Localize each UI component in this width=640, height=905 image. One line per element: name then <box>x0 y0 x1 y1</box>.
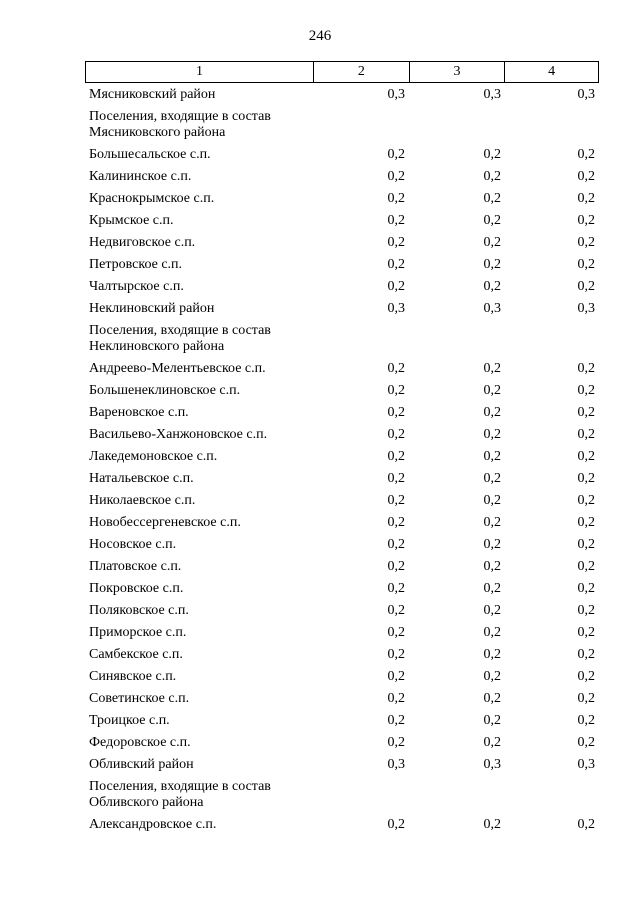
table-row <box>85 403 599 425</box>
table-row <box>85 733 599 755</box>
row-value-col-2: 0,2 <box>387 191 405 206</box>
row-value-col-3: 0,2 <box>483 713 501 728</box>
row-name: Платовское с.п. <box>89 559 182 574</box>
row-value-col-2 <box>313 777 409 779</box>
row-name: Поселения, входящие в состав Неклиновского района <box>89 323 271 354</box>
row-value-col-3: 0,2 <box>483 169 501 184</box>
table-row <box>85 233 599 255</box>
row-value-col-2: 0,2 <box>387 559 405 574</box>
row-value-col-2: 0,2 <box>387 515 405 530</box>
row-value-col-2: 0,3 <box>387 301 405 316</box>
row-value-col-4: 0,2 <box>577 713 595 728</box>
row-value-col-3: 0,2 <box>483 735 501 750</box>
row-value-col-2: 0,2 <box>387 581 405 596</box>
header-col-2: 2 <box>313 62 409 82</box>
row-value-col-2: 0,2 <box>387 213 405 228</box>
table-row <box>85 623 599 645</box>
row-value-col-4: 0,2 <box>577 625 595 640</box>
row-value-col-2: 0,2 <box>387 537 405 552</box>
table-row <box>85 189 599 211</box>
row-value-col-3: 0,3 <box>483 757 501 772</box>
row-value-col-4: 0,2 <box>577 559 595 574</box>
row-value-col-4: 0,2 <box>577 383 595 398</box>
row-name: Обливский район <box>89 757 194 772</box>
row-name: Поселения, входящие в состав Мясниковского района <box>89 109 271 140</box>
table-row <box>85 557 599 579</box>
row-value-col-4: 0,2 <box>577 213 595 228</box>
row-value-col-3: 0,2 <box>483 361 501 376</box>
table-row <box>85 667 599 689</box>
table-row <box>85 145 599 167</box>
row-value-col-3 <box>409 107 505 109</box>
row-value-col-2 <box>313 321 409 323</box>
row-value-col-2: 0,2 <box>387 449 405 464</box>
row-value-col-4: 0,2 <box>577 817 595 832</box>
row-value-col-4: 0,2 <box>577 427 595 442</box>
table-row <box>85 85 599 107</box>
row-name: Александровское с.п. <box>89 817 217 832</box>
row-name: Синявское с.п. <box>89 669 177 684</box>
table-row <box>85 277 599 299</box>
row-name: Васильево-Ханжоновское с.п. <box>89 427 268 442</box>
row-value-col-2: 0,2 <box>387 383 405 398</box>
table-row <box>85 755 599 777</box>
row-value-col-3: 0,3 <box>483 301 501 316</box>
row-value-col-3: 0,2 <box>483 581 501 596</box>
table-row <box>85 689 599 711</box>
row-value-col-3: 0,2 <box>483 257 501 272</box>
page-number: 246 <box>308 28 332 44</box>
row-name: Поляковское с.п. <box>89 603 189 618</box>
table-row <box>85 211 599 233</box>
row-value-col-4: 0,3 <box>577 757 595 772</box>
row-value-col-2: 0,3 <box>387 757 405 772</box>
row-name: Новобессергеневское с.п. <box>89 515 241 530</box>
row-value-col-3: 0,2 <box>483 383 501 398</box>
row-value-col-2: 0,3 <box>387 87 405 102</box>
row-name: Федоровское с.п. <box>89 735 191 750</box>
row-name: Андреево-Мелентьевское с.п. <box>89 361 266 376</box>
row-value-col-2: 0,2 <box>387 713 405 728</box>
row-value-col-3 <box>409 777 505 779</box>
table-row <box>85 601 599 623</box>
row-value-col-2: 0,2 <box>387 471 405 486</box>
row-value-col-2: 0,2 <box>387 257 405 272</box>
table-row <box>85 381 599 403</box>
row-name: Николаевское с.п. <box>89 493 196 508</box>
row-value-col-2: 0,2 <box>387 647 405 662</box>
row-value-col-3: 0,2 <box>483 235 501 250</box>
table-row <box>85 579 599 601</box>
row-value-col-2: 0,2 <box>387 427 405 442</box>
row-name: Крымское с.п. <box>89 213 174 228</box>
row-name: Приморское с.п. <box>89 625 187 640</box>
table-row <box>85 321 599 359</box>
row-value-col-4: 0,2 <box>577 449 595 464</box>
row-value-col-2: 0,2 <box>387 669 405 684</box>
row-value-col-4: 0,2 <box>577 405 595 420</box>
row-value-col-3: 0,2 <box>483 493 501 508</box>
row-value-col-4: 0,2 <box>577 669 595 684</box>
row-name: Советинское с.п. <box>89 691 190 706</box>
table-row <box>85 777 599 815</box>
row-value-col-2 <box>313 107 409 109</box>
table-header-row <box>85 61 599 83</box>
row-value-col-4: 0,3 <box>577 87 595 102</box>
table-row <box>85 469 599 491</box>
table-row <box>85 167 599 189</box>
row-value-col-4: 0,2 <box>577 191 595 206</box>
row-value-col-2: 0,2 <box>387 147 405 162</box>
header-col-1: 1 <box>196 64 204 79</box>
row-name: Покровское с.п. <box>89 581 184 596</box>
row-value-col-3: 0,3 <box>483 87 501 102</box>
row-value-col-4: 0,2 <box>577 257 595 272</box>
row-value-col-3: 0,2 <box>483 449 501 464</box>
row-value-col-2: 0,2 <box>387 279 405 294</box>
header-col-4: 4 <box>504 62 598 82</box>
row-value-col-4: 0,2 <box>577 361 595 376</box>
row-name: Калининское с.п. <box>89 169 192 184</box>
table-row <box>85 535 599 557</box>
row-value-col-4: 0,3 <box>577 301 595 316</box>
row-value-col-2: 0,2 <box>387 405 405 420</box>
row-value-col-4: 0,2 <box>577 235 595 250</box>
row-name: Большенеклиновское с.п. <box>89 383 241 398</box>
row-value-col-3: 0,2 <box>483 427 501 442</box>
row-value-col-4 <box>505 321 599 323</box>
row-value-col-2: 0,2 <box>387 361 405 376</box>
table-row <box>85 359 599 381</box>
row-value-col-2: 0,2 <box>387 235 405 250</box>
row-name: Мясниковский район <box>89 87 216 102</box>
row-value-col-3: 0,2 <box>483 625 501 640</box>
row-value-col-3: 0,2 <box>483 405 501 420</box>
row-value-col-2: 0,2 <box>387 817 405 832</box>
row-value-col-2: 0,2 <box>387 735 405 750</box>
row-value-col-4: 0,2 <box>577 691 595 706</box>
row-value-col-4: 0,2 <box>577 537 595 552</box>
row-value-col-2: 0,2 <box>387 691 405 706</box>
row-name: Троицкое с.п. <box>89 713 170 728</box>
row-value-col-2: 0,2 <box>387 603 405 618</box>
row-value-col-4: 0,2 <box>577 279 595 294</box>
table-row <box>85 447 599 469</box>
row-value-col-4 <box>505 107 599 109</box>
row-value-col-3: 0,2 <box>483 647 501 662</box>
row-value-col-4: 0,2 <box>577 169 595 184</box>
row-name: Петровское с.п. <box>89 257 183 272</box>
row-value-col-4: 0,2 <box>577 493 595 508</box>
row-value-col-3: 0,2 <box>483 603 501 618</box>
row-name: Лакедемоновское с.п. <box>89 449 218 464</box>
row-value-col-2: 0,2 <box>387 493 405 508</box>
row-value-col-3 <box>409 321 505 323</box>
table-row <box>85 815 599 837</box>
table-row <box>85 425 599 447</box>
row-value-col-3: 0,2 <box>483 471 501 486</box>
table-row <box>85 513 599 535</box>
header-col-3: 3 <box>409 62 505 82</box>
row-value-col-4: 0,2 <box>577 471 595 486</box>
row-value-col-3: 0,2 <box>483 515 501 530</box>
row-value-col-3: 0,2 <box>483 537 501 552</box>
row-name: Вареновское с.п. <box>89 405 189 420</box>
table-row <box>85 645 599 667</box>
row-value-col-4: 0,2 <box>577 147 595 162</box>
table-row <box>85 711 599 733</box>
row-name: Натальевское с.п. <box>89 471 194 486</box>
row-value-col-3: 0,2 <box>483 279 501 294</box>
row-name: Носовское с.п. <box>89 537 177 552</box>
row-value-col-3: 0,2 <box>483 691 501 706</box>
row-name: Краснокрымское с.п. <box>89 191 215 206</box>
row-value-col-4: 0,2 <box>577 603 595 618</box>
row-value-col-4: 0,2 <box>577 735 595 750</box>
table-row <box>85 255 599 277</box>
row-name: Большесальское с.п. <box>89 147 211 162</box>
row-value-col-3: 0,2 <box>483 191 501 206</box>
row-value-col-4: 0,2 <box>577 647 595 662</box>
row-name: Поселения, входящие в состав Обливского района <box>89 779 271 810</box>
row-value-col-3: 0,2 <box>483 559 501 574</box>
row-name: Самбекское с.п. <box>89 647 183 662</box>
row-value-col-4: 0,2 <box>577 515 595 530</box>
table-row <box>85 107 599 145</box>
row-name: Неклиновский район <box>89 301 215 316</box>
row-value-col-3: 0,2 <box>483 669 501 684</box>
table-row <box>85 299 599 321</box>
row-value-col-3: 0,2 <box>483 147 501 162</box>
row-name: Чалтырское с.п. <box>89 279 184 294</box>
row-value-col-3: 0,2 <box>483 213 501 228</box>
table-body <box>85 85 599 837</box>
row-value-col-2: 0,2 <box>387 169 405 184</box>
row-value-col-3: 0,2 <box>483 817 501 832</box>
row-value-col-4: 0,2 <box>577 581 595 596</box>
row-value-col-4 <box>505 777 599 779</box>
row-name: Недвиговское с.п. <box>89 235 196 250</box>
row-value-col-2: 0,2 <box>387 625 405 640</box>
table-row <box>85 491 599 513</box>
